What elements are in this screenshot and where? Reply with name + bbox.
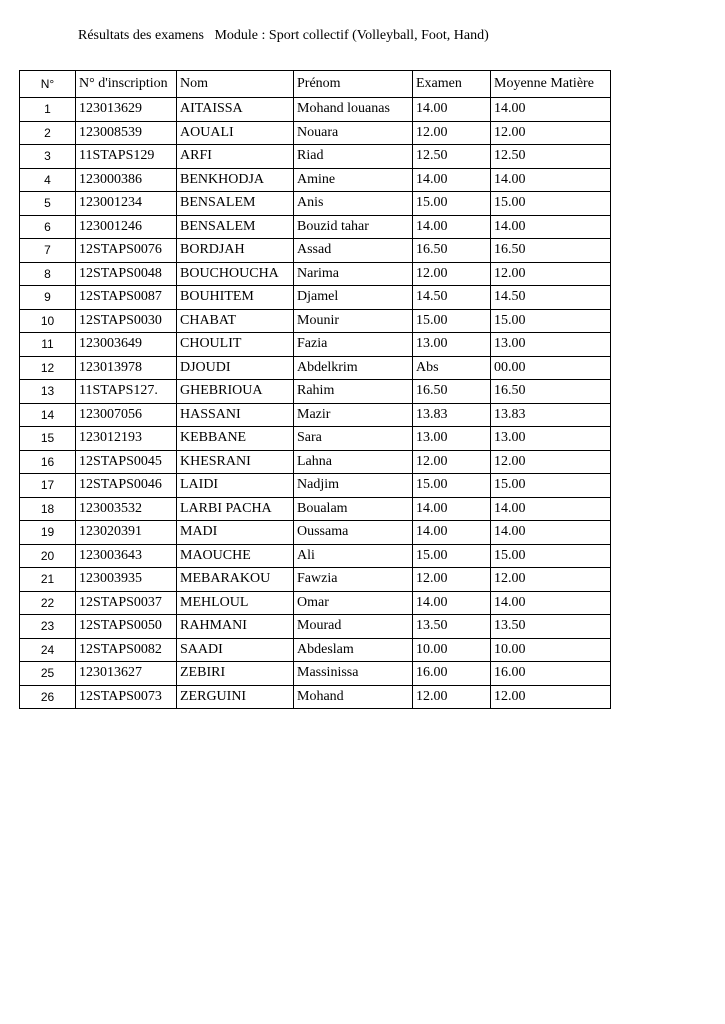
- table-row: [20, 145, 611, 169]
- registration-cell: 123013629: [76, 98, 177, 122]
- registration-cell: 12STAPS0082: [76, 638, 177, 662]
- last-name-cell: MADI: [177, 521, 294, 545]
- exam-grade-cell: 14.00: [413, 215, 491, 239]
- last-name-cell: AOUALI: [177, 121, 294, 145]
- registration-cell: 123003649: [76, 333, 177, 357]
- registration-cell: 12STAPS0037: [76, 591, 177, 615]
- average-grade-cell: 12.00: [491, 262, 611, 286]
- registration-cell: 123020391: [76, 521, 177, 545]
- average-grade-cell: 15.00: [491, 544, 611, 568]
- row-number-cell: 9: [20, 286, 76, 310]
- row-number-cell: 2: [20, 121, 76, 145]
- row-number-cell: 15: [20, 427, 76, 451]
- average-grade-cell: 00.00: [491, 356, 611, 380]
- table-row: [20, 427, 611, 451]
- table-row: [20, 262, 611, 286]
- exam-grade-cell: 13.50: [413, 615, 491, 639]
- column-header-last-name: Nom: [177, 71, 294, 98]
- average-grade-cell: 14.00: [491, 521, 611, 545]
- row-number-cell: 13: [20, 380, 76, 404]
- first-name-cell: Massinissa: [294, 662, 413, 686]
- last-name-cell: BOUHITEM: [177, 286, 294, 310]
- first-name-cell: Mohand: [294, 685, 413, 709]
- average-grade-cell: 13.83: [491, 403, 611, 427]
- exam-grade-cell: 16.50: [413, 380, 491, 404]
- exam-grade-cell: Abs: [413, 356, 491, 380]
- table-row: [20, 638, 611, 662]
- first-name-cell: Mourad: [294, 615, 413, 639]
- last-name-cell: CHOULIT: [177, 333, 294, 357]
- last-name-cell: SAADI: [177, 638, 294, 662]
- column-header-exam: Examen: [413, 71, 491, 98]
- table-row: [20, 544, 611, 568]
- first-name-cell: Bouzid tahar: [294, 215, 413, 239]
- first-name-cell: Djamel: [294, 286, 413, 310]
- exam-grade-cell: 12.50: [413, 145, 491, 169]
- registration-cell: 123013627: [76, 662, 177, 686]
- table-row: [20, 497, 611, 521]
- average-grade-cell: 14.00: [491, 215, 611, 239]
- first-name-cell: Nadjim: [294, 474, 413, 498]
- last-name-cell: LAIDI: [177, 474, 294, 498]
- exam-grade-cell: 12.00: [413, 262, 491, 286]
- first-name-cell: Rahim: [294, 380, 413, 404]
- last-name-cell: ZEBIRI: [177, 662, 294, 686]
- average-grade-cell: 14.00: [491, 591, 611, 615]
- table-row: [20, 98, 611, 122]
- first-name-cell: Narima: [294, 262, 413, 286]
- average-grade-cell: 14.50: [491, 286, 611, 310]
- registration-cell: 12STAPS0050: [76, 615, 177, 639]
- exam-grade-cell: 12.00: [413, 450, 491, 474]
- row-number-cell: 1: [20, 98, 76, 122]
- page-title: Résultats des examens Module : Sport collectif (Volleyball, Foot, Hand): [78, 28, 489, 43]
- last-name-cell: CHABAT: [177, 309, 294, 333]
- table-row: [20, 333, 611, 357]
- last-name-cell: BENSALEM: [177, 215, 294, 239]
- table-row: [20, 450, 611, 474]
- table-header-row: [20, 71, 611, 98]
- exam-grade-cell: 15.00: [413, 309, 491, 333]
- exam-grade-cell: 14.00: [413, 497, 491, 521]
- last-name-cell: BOUCHOUCHA: [177, 262, 294, 286]
- registration-cell: 12STAPS0087: [76, 286, 177, 310]
- last-name-cell: AITAISSA: [177, 98, 294, 122]
- table-row: [20, 286, 611, 310]
- average-grade-cell: 13.00: [491, 333, 611, 357]
- last-name-cell: RAHMANI: [177, 615, 294, 639]
- exam-grade-cell: 15.00: [413, 192, 491, 216]
- row-number-cell: 4: [20, 168, 76, 192]
- average-grade-cell: 15.00: [491, 192, 611, 216]
- column-header-number: N°: [20, 71, 76, 98]
- row-number-cell: 19: [20, 521, 76, 545]
- table-row: [20, 380, 611, 404]
- registration-cell: 123001246: [76, 215, 177, 239]
- column-header-registration: N° d'inscription: [76, 71, 177, 98]
- registration-cell: 12STAPS0073: [76, 685, 177, 709]
- row-number-cell: 21: [20, 568, 76, 592]
- first-name-cell: Abdeslam: [294, 638, 413, 662]
- exam-grade-cell: 12.00: [413, 685, 491, 709]
- first-name-cell: Assad: [294, 239, 413, 263]
- exam-grade-cell: 14.00: [413, 591, 491, 615]
- registration-cell: 12STAPS0045: [76, 450, 177, 474]
- row-number-cell: 23: [20, 615, 76, 639]
- row-number-cell: 8: [20, 262, 76, 286]
- average-grade-cell: 16.50: [491, 380, 611, 404]
- exam-grade-cell: 13.83: [413, 403, 491, 427]
- first-name-cell: Anis: [294, 192, 413, 216]
- exam-grade-cell: 14.00: [413, 168, 491, 192]
- table-row: [20, 239, 611, 263]
- row-number-cell: 26: [20, 685, 76, 709]
- exam-grade-cell: 16.50: [413, 239, 491, 263]
- first-name-cell: Nouara: [294, 121, 413, 145]
- row-number-cell: 25: [20, 662, 76, 686]
- registration-cell: 123003532: [76, 497, 177, 521]
- exam-grade-cell: 15.00: [413, 474, 491, 498]
- table-row: [20, 662, 611, 686]
- last-name-cell: BENSALEM: [177, 192, 294, 216]
- first-name-cell: Lahna: [294, 450, 413, 474]
- first-name-cell: Mounir: [294, 309, 413, 333]
- row-number-cell: 14: [20, 403, 76, 427]
- registration-cell: 12STAPS0046: [76, 474, 177, 498]
- last-name-cell: DJOUDI: [177, 356, 294, 380]
- registration-cell: 123003935: [76, 568, 177, 592]
- average-grade-cell: 13.50: [491, 615, 611, 639]
- first-name-cell: Oussama: [294, 521, 413, 545]
- first-name-cell: Omar: [294, 591, 413, 615]
- exam-grade-cell: 12.00: [413, 121, 491, 145]
- registration-cell: 123007056: [76, 403, 177, 427]
- registration-cell: 12STAPS0048: [76, 262, 177, 286]
- table-row: [20, 309, 611, 333]
- row-number-cell: 12: [20, 356, 76, 380]
- row-number-cell: 20: [20, 544, 76, 568]
- registration-cell: 12STAPS0030: [76, 309, 177, 333]
- last-name-cell: ARFI: [177, 145, 294, 169]
- first-name-cell: Mohand louanas: [294, 98, 413, 122]
- first-name-cell: Riad: [294, 145, 413, 169]
- last-name-cell: KHESRANI: [177, 450, 294, 474]
- table-row: [20, 685, 611, 709]
- registration-cell: 11STAPS129: [76, 145, 177, 169]
- row-number-cell: 22: [20, 591, 76, 615]
- average-grade-cell: 13.00: [491, 427, 611, 451]
- average-grade-cell: 12.00: [491, 450, 611, 474]
- last-name-cell: ZERGUINI: [177, 685, 294, 709]
- average-grade-cell: 15.00: [491, 474, 611, 498]
- last-name-cell: MEHLOUL: [177, 591, 294, 615]
- registration-cell: 123001234: [76, 192, 177, 216]
- first-name-cell: Fazia: [294, 333, 413, 357]
- row-number-cell: 3: [20, 145, 76, 169]
- row-number-cell: 6: [20, 215, 76, 239]
- row-number-cell: 17: [20, 474, 76, 498]
- exam-grade-cell: 14.50: [413, 286, 491, 310]
- first-name-cell: Boualam: [294, 497, 413, 521]
- table-row: [20, 215, 611, 239]
- table-row: [20, 168, 611, 192]
- table-row: [20, 192, 611, 216]
- table-row: [20, 403, 611, 427]
- first-name-cell: Abdelkrim: [294, 356, 413, 380]
- row-number-cell: 7: [20, 239, 76, 263]
- row-number-cell: 5: [20, 192, 76, 216]
- table-row: [20, 591, 611, 615]
- last-name-cell: BORDJAH: [177, 239, 294, 263]
- exam-grade-cell: 13.00: [413, 427, 491, 451]
- table-row: [20, 121, 611, 145]
- exam-grade-cell: 13.00: [413, 333, 491, 357]
- first-name-cell: Sara: [294, 427, 413, 451]
- first-name-cell: Fawzia: [294, 568, 413, 592]
- average-grade-cell: 12.00: [491, 568, 611, 592]
- average-grade-cell: 12.00: [491, 685, 611, 709]
- registration-cell: 123012193: [76, 427, 177, 451]
- exam-grade-cell: 12.00: [413, 568, 491, 592]
- table-row: [20, 615, 611, 639]
- registration-cell: 123003643: [76, 544, 177, 568]
- average-grade-cell: 16.50: [491, 239, 611, 263]
- last-name-cell: MEBARAKOU: [177, 568, 294, 592]
- table-row: [20, 474, 611, 498]
- exam-grade-cell: 10.00: [413, 638, 491, 662]
- first-name-cell: Mazir: [294, 403, 413, 427]
- exam-grade-cell: 14.00: [413, 521, 491, 545]
- row-number-cell: 11: [20, 333, 76, 357]
- table-body: [20, 98, 611, 709]
- row-number-cell: 16: [20, 450, 76, 474]
- first-name-cell: Ali: [294, 544, 413, 568]
- column-header-first-name: Prénom: [294, 71, 413, 98]
- row-number-cell: 18: [20, 497, 76, 521]
- registration-cell: 123013978: [76, 356, 177, 380]
- average-grade-cell: 14.00: [491, 98, 611, 122]
- average-grade-cell: 14.00: [491, 168, 611, 192]
- table-row: [20, 356, 611, 380]
- last-name-cell: MAOUCHE: [177, 544, 294, 568]
- exam-grade-cell: 14.00: [413, 98, 491, 122]
- exam-grade-cell: 16.00: [413, 662, 491, 686]
- last-name-cell: BENKHODJA: [177, 168, 294, 192]
- average-grade-cell: 12.50: [491, 145, 611, 169]
- last-name-cell: LARBI PACHA: [177, 497, 294, 521]
- last-name-cell: GHEBRIOUA: [177, 380, 294, 404]
- average-grade-cell: 14.00: [491, 497, 611, 521]
- average-grade-cell: 12.00: [491, 121, 611, 145]
- last-name-cell: KEBBANE: [177, 427, 294, 451]
- results-table: [19, 70, 611, 709]
- row-number-cell: 10: [20, 309, 76, 333]
- row-number-cell: 24: [20, 638, 76, 662]
- registration-cell: 123008539: [76, 121, 177, 145]
- registration-cell: 12STAPS0076: [76, 239, 177, 263]
- average-grade-cell: 16.00: [491, 662, 611, 686]
- table-row: [20, 521, 611, 545]
- average-grade-cell: 15.00: [491, 309, 611, 333]
- last-name-cell: HASSANI: [177, 403, 294, 427]
- first-name-cell: Amine: [294, 168, 413, 192]
- column-header-average: Moyenne Matière: [491, 71, 611, 98]
- registration-cell: 11STAPS127.: [76, 380, 177, 404]
- exam-grade-cell: 15.00: [413, 544, 491, 568]
- registration-cell: 123000386: [76, 168, 177, 192]
- table-row: [20, 568, 611, 592]
- average-grade-cell: 10.00: [491, 638, 611, 662]
